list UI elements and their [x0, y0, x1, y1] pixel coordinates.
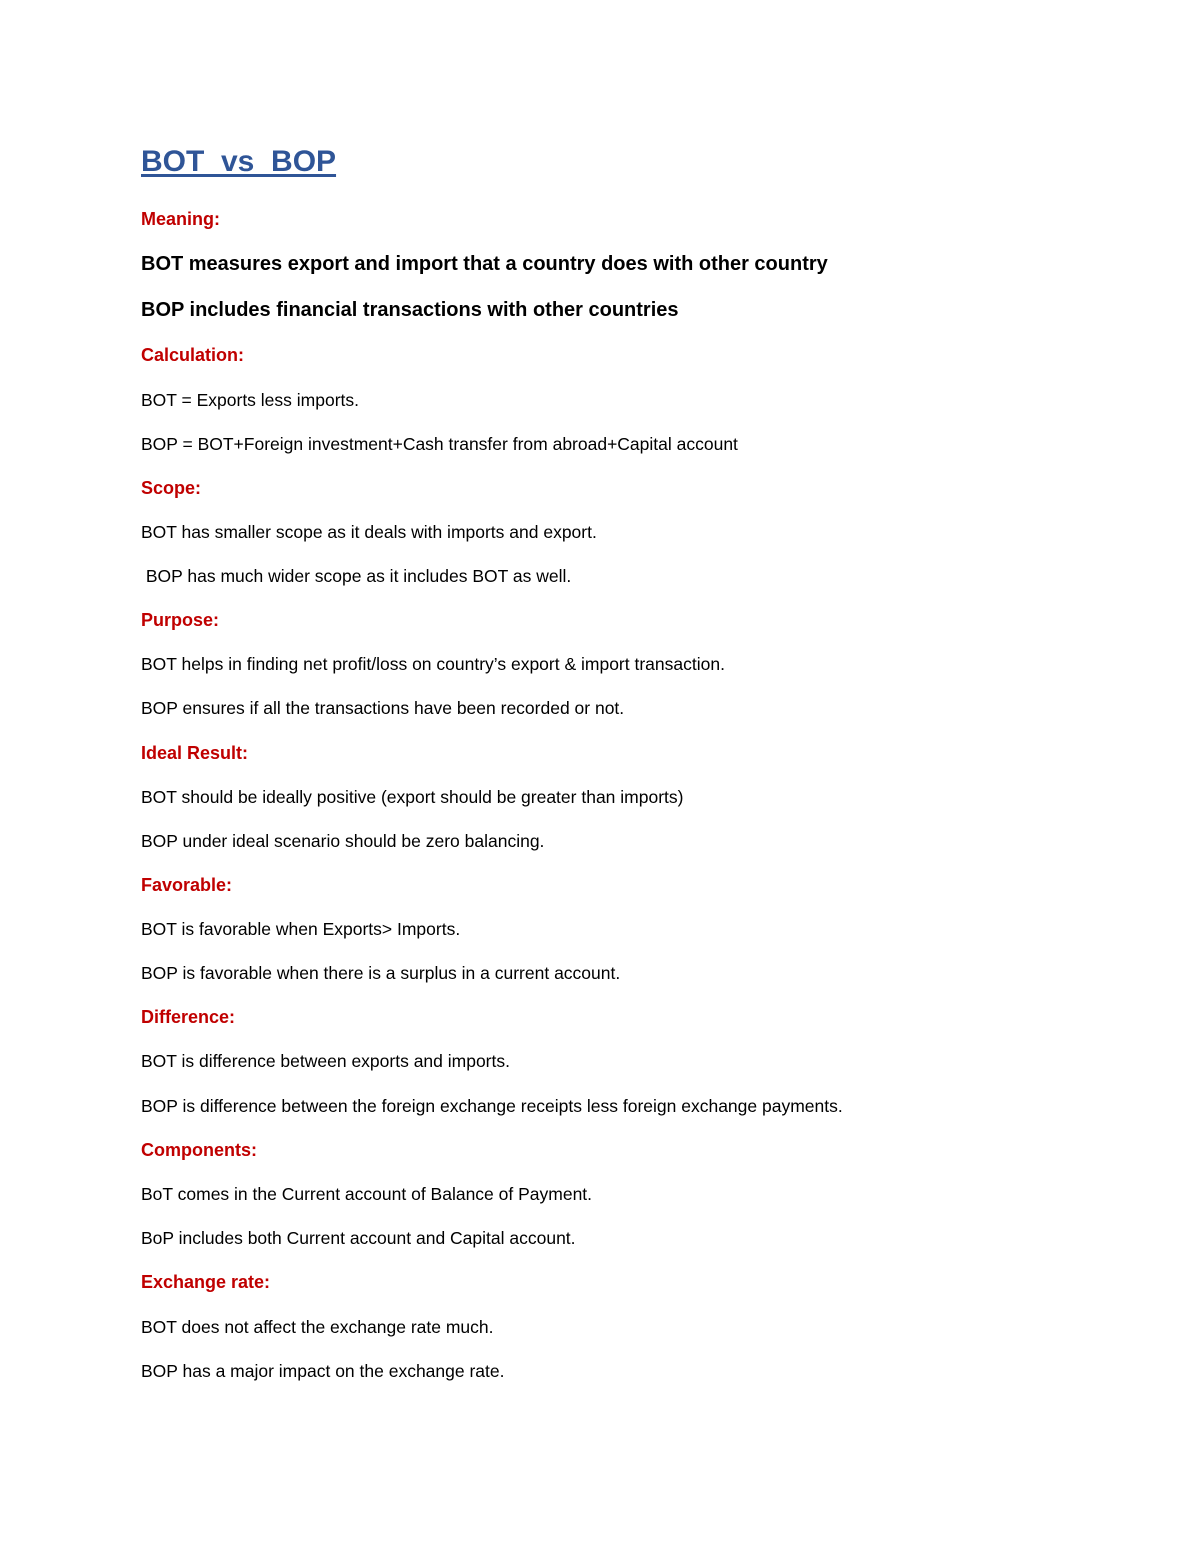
- calculation-heading: Calculation:: [141, 345, 245, 365]
- favorable-heading: Favorable:: [141, 875, 233, 895]
- purpose-bot-text: BOT helps in finding net profit/loss on country’s export & import transaction.: [141, 654, 725, 674]
- scope-bot-text: BOT has smaller scope as it deals with imports and export.: [141, 522, 597, 542]
- favorable-bop-text: BOP is favorable when there is a surplus in a current account.: [141, 963, 621, 983]
- calculation-bot-text: BOT = Exports less imports.: [141, 390, 360, 410]
- meaning-heading: Meaning:: [141, 209, 220, 229]
- exchange-rate-heading: Exchange rate:: [141, 1272, 271, 1292]
- exchange-rate-bop-text: BOP has a major impact on the exchange rate.: [141, 1361, 505, 1381]
- exchange-rate-bot-text: BOT does not affect the exchange rate much.: [141, 1317, 494, 1337]
- scope-heading: Scope:: [141, 478, 202, 498]
- ideal-result-heading: Ideal Result:: [141, 743, 249, 763]
- meaning-bot-text: BOT measures export and import that a country does with other country: [141, 253, 828, 275]
- difference-bop-text: BOP is difference between the foreign exchange receipts less foreign exchange payments.: [141, 1096, 843, 1116]
- ideal-result-bot-text: BOT should be ideally positive (export should be greater than imports): [141, 787, 684, 807]
- difference-bot-text: BOT is difference between exports and imports.: [141, 1051, 510, 1071]
- document-title: BOT vs BOP: [141, 145, 337, 178]
- components-bop-text: BoP includes both Current account and Capital account.: [141, 1228, 576, 1248]
- calculation-bop-text: BOP = BOT+Foreign investment+Cash transfer from abroad+Capital account: [141, 434, 738, 454]
- ideal-result-bop-text: BOP under ideal scenario should be zero balancing.: [141, 831, 545, 851]
- difference-heading: Difference:: [141, 1007, 236, 1027]
- purpose-heading: Purpose:: [141, 610, 220, 630]
- meaning-bop-text: BOP includes financial transactions with other countries: [141, 299, 679, 321]
- components-heading: Components:: [141, 1140, 257, 1160]
- purpose-bop-text: BOP ensures if all the transactions have been recorded or not.: [141, 698, 625, 718]
- favorable-bot-text: BOT is favorable when Exports> Imports.: [141, 919, 461, 939]
- components-bot-text: BoT comes in the Current account of Balance of Payment.: [141, 1184, 593, 1204]
- scope-bop-text: BOP has much wider scope as it includes BOT as well.: [141, 566, 572, 586]
